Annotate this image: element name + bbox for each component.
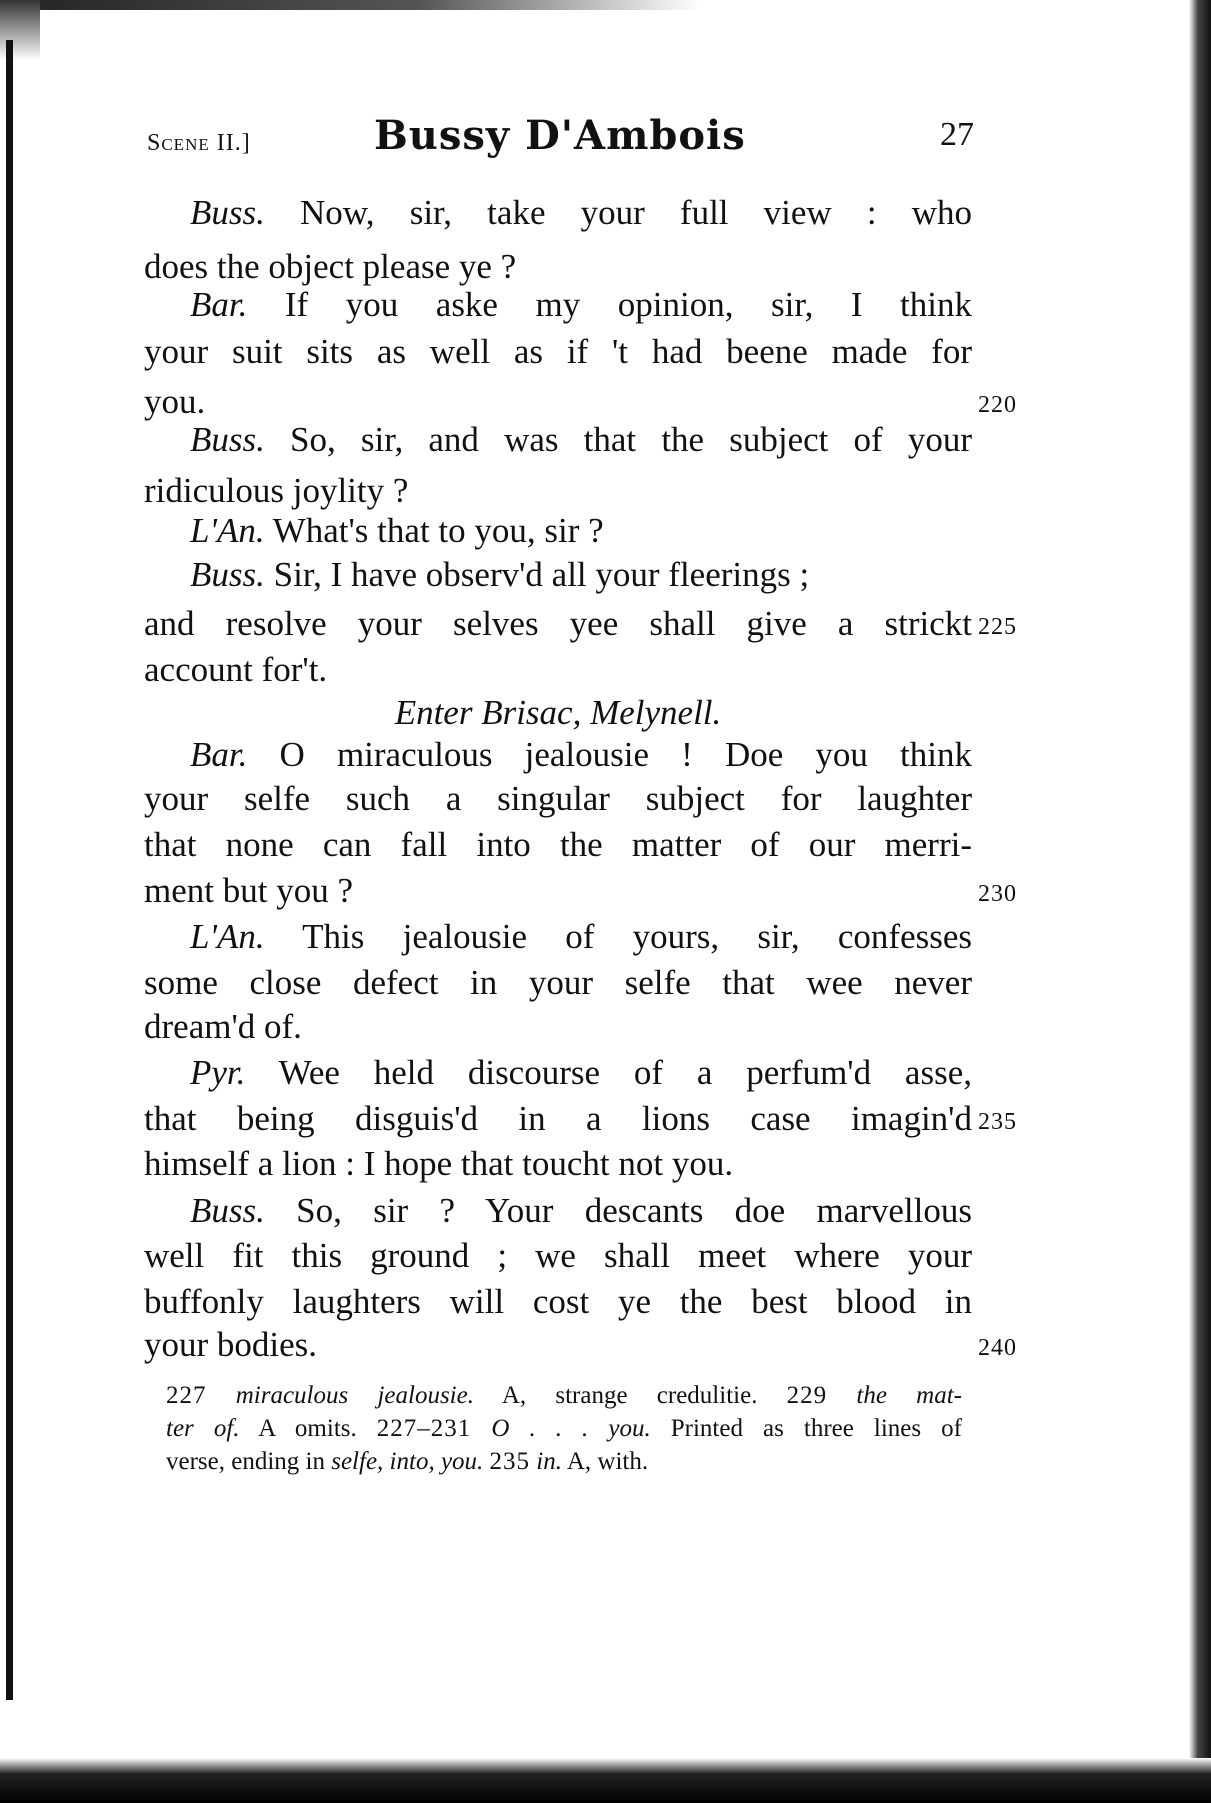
footnote-line-ref: 227–231 [376,1415,472,1442]
line-text: Wee held discourse of a perfum'd asse, [245,1053,972,1092]
line-text: Now, sir, take your full view : who [264,193,972,232]
line-number: 220 [978,392,1017,418]
line-text: dream'd of. [144,1007,302,1046]
line-text: and resolve your selves yee shall give a strickt [144,604,972,643]
line-text: O miraculous jealousie ! Doe you think [247,735,972,774]
line-text: account for't. [144,650,328,689]
text-line [144,1099,972,1139]
line-text: What's that to you, sir ? [264,511,604,550]
line-number: 225 [978,614,1017,640]
footnote-lemma: in. [530,1448,562,1475]
footnote-line-ref: 235 [489,1448,531,1475]
text-line [144,963,972,1003]
footnote-lemma: selfe, into, you. [331,1448,484,1475]
line-text: buffonly laughters will cost ye the best blood in [144,1282,972,1321]
footnote-line [166,1381,962,1411]
text-line [144,650,972,690]
line-number: 230 [978,881,1017,907]
line-text: that being disguis'd in a lions case imagin'd [144,1099,972,1138]
speaker-name: Buss. [190,420,265,459]
line-text: ridiculous joylity ? [144,471,409,510]
speaker-name: Bar. [190,285,248,324]
speaker-name: L'An. [190,917,265,956]
line-text: If you aske my opinion, sir, I think [247,285,972,324]
text-line [144,332,972,372]
scene-label: Scene II.] [147,130,251,156]
footnote-text: A, with. [562,1448,649,1475]
footnote-text: verse, ending in [166,1448,332,1475]
line-text: well fit this ground ; we shall meet where your [144,1236,972,1275]
scan-edge-bottom [0,1758,1211,1803]
speaker-name: Bar. [190,735,248,774]
text-line [144,285,972,325]
text-line [144,247,972,287]
line-text: that none can fall into the matter of our merri- [144,825,972,864]
text-line [144,555,972,595]
line-text: ment but you ? [144,871,353,910]
text-line [144,825,972,865]
footnote-text: A, strange credulitie. [473,1382,787,1409]
line-text: your suit sits as well as if 't had beene made for [144,332,972,371]
text-line [144,511,972,551]
footnote-line [166,1414,962,1444]
footnote-lemma: the mat- [827,1382,962,1409]
speaker-name: Buss. [190,1191,265,1230]
text-line [144,1236,972,1276]
speaker-name: Buss. [190,193,265,232]
footnote-line-ref: 229 [786,1382,828,1409]
running-header [144,112,974,162]
text-line [144,193,972,233]
footnote-line-ref: 227 [166,1382,207,1409]
text-line [144,1191,972,1231]
footnote-lemma: O . . . you. [471,1415,651,1442]
speaker-name: Buss. [190,555,265,594]
text-line [144,382,972,422]
speaker-name: Pyr. [190,1053,246,1092]
line-text: your selfe such a singular subject for laughter [144,779,972,818]
line-text: So, sir ? Your descants doe marvellous [264,1191,972,1230]
text-line [144,1144,972,1184]
text-line [144,779,972,819]
text-line [144,917,972,957]
line-text: your bodies. [144,1325,318,1364]
page-number: 27 [940,116,974,153]
text-line [144,1053,972,1093]
stage-direction: Enter Brisac, Melynell. [394,693,722,732]
line-text: some close defect in your selfe that wee never [144,963,972,1002]
text-line [144,871,972,911]
footnote-lemma: miraculous jealousie. [206,1382,474,1409]
line-text: does the object please ye ? [144,247,517,286]
scan-edge-top [0,0,700,10]
line-text: So, sir, and was that the subject of your [264,420,972,459]
footnote-text: A omits. [239,1415,377,1442]
footnote-line [166,1447,962,1477]
footnote-text: Printed as three lines of [650,1415,962,1442]
running-title: Bussy D'Ambois [374,112,746,159]
scan-edge-left [6,40,13,1700]
text-line [144,471,972,511]
line-number: 240 [978,1335,1017,1361]
text-line [144,1325,972,1365]
line-text: himself a lion : I hope that toucht not you. [144,1144,734,1183]
line-text: Sir, I have observ'd all your fleerings ; [264,555,810,594]
text-line [144,420,972,460]
text-line [144,1282,972,1322]
line-number: 235 [978,1109,1017,1135]
text-line [144,604,972,644]
line-text: you. [144,382,206,421]
footnote-lemma: ter of. [166,1415,240,1442]
text-line [144,1007,972,1047]
line-text: This jealousie of yours, sir, confesses [264,917,972,956]
speaker-name: L'An. [190,511,265,550]
text-line [144,735,972,775]
scan-edge-right [1189,0,1211,1803]
